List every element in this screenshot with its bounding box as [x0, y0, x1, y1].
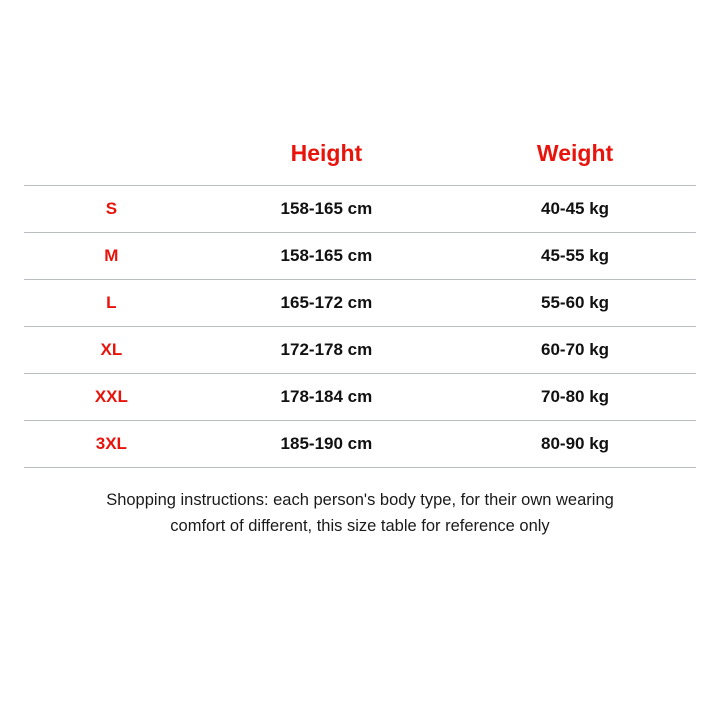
shopping-instructions-line-2: comfort of different, this size table for reference only	[170, 516, 550, 535]
table-row	[24, 374, 696, 421]
column-header-size	[24, 140, 199, 186]
table-row	[24, 233, 696, 280]
table-row	[24, 280, 696, 327]
table-row	[24, 186, 696, 233]
cell-weight: 80-90 kg	[454, 421, 696, 468]
column-header-height: Height	[290, 140, 363, 166]
cell-weight: 70-80 kg	[454, 374, 696, 421]
cell-size: S	[24, 186, 199, 233]
table-header-row	[24, 140, 696, 186]
cell-height: 185-190 cm	[199, 421, 454, 468]
cell-weight: 55-60 kg	[454, 280, 696, 327]
size-chart-table	[24, 140, 696, 468]
cell-size: 3XL	[24, 421, 199, 468]
table-row	[24, 421, 696, 468]
cell-height: 165-172 cm	[199, 280, 454, 327]
cell-size: XXL	[24, 374, 199, 421]
cell-height: 178-184 cm	[199, 374, 454, 421]
cell-size: M	[24, 233, 199, 280]
cell-height: 158-165 cm	[199, 186, 454, 233]
table-header	[24, 140, 696, 186]
table-row	[24, 327, 696, 374]
cell-size: L	[24, 280, 199, 327]
shopping-instructions-line-1: Shopping instructions: each person's body type, for their own wearing	[106, 491, 614, 509]
cell-height: 158-165 cm	[199, 233, 454, 280]
cell-weight: 60-70 kg	[454, 327, 696, 374]
cell-weight: 40-45 kg	[454, 186, 696, 233]
shopping-instructions	[24, 488, 696, 539]
cell-weight: 45-55 kg	[454, 233, 696, 280]
cell-height: 172-178 cm	[199, 327, 454, 374]
table-body	[24, 186, 696, 468]
column-header-weight: Weight	[536, 140, 614, 166]
cell-size: XL	[24, 327, 199, 374]
